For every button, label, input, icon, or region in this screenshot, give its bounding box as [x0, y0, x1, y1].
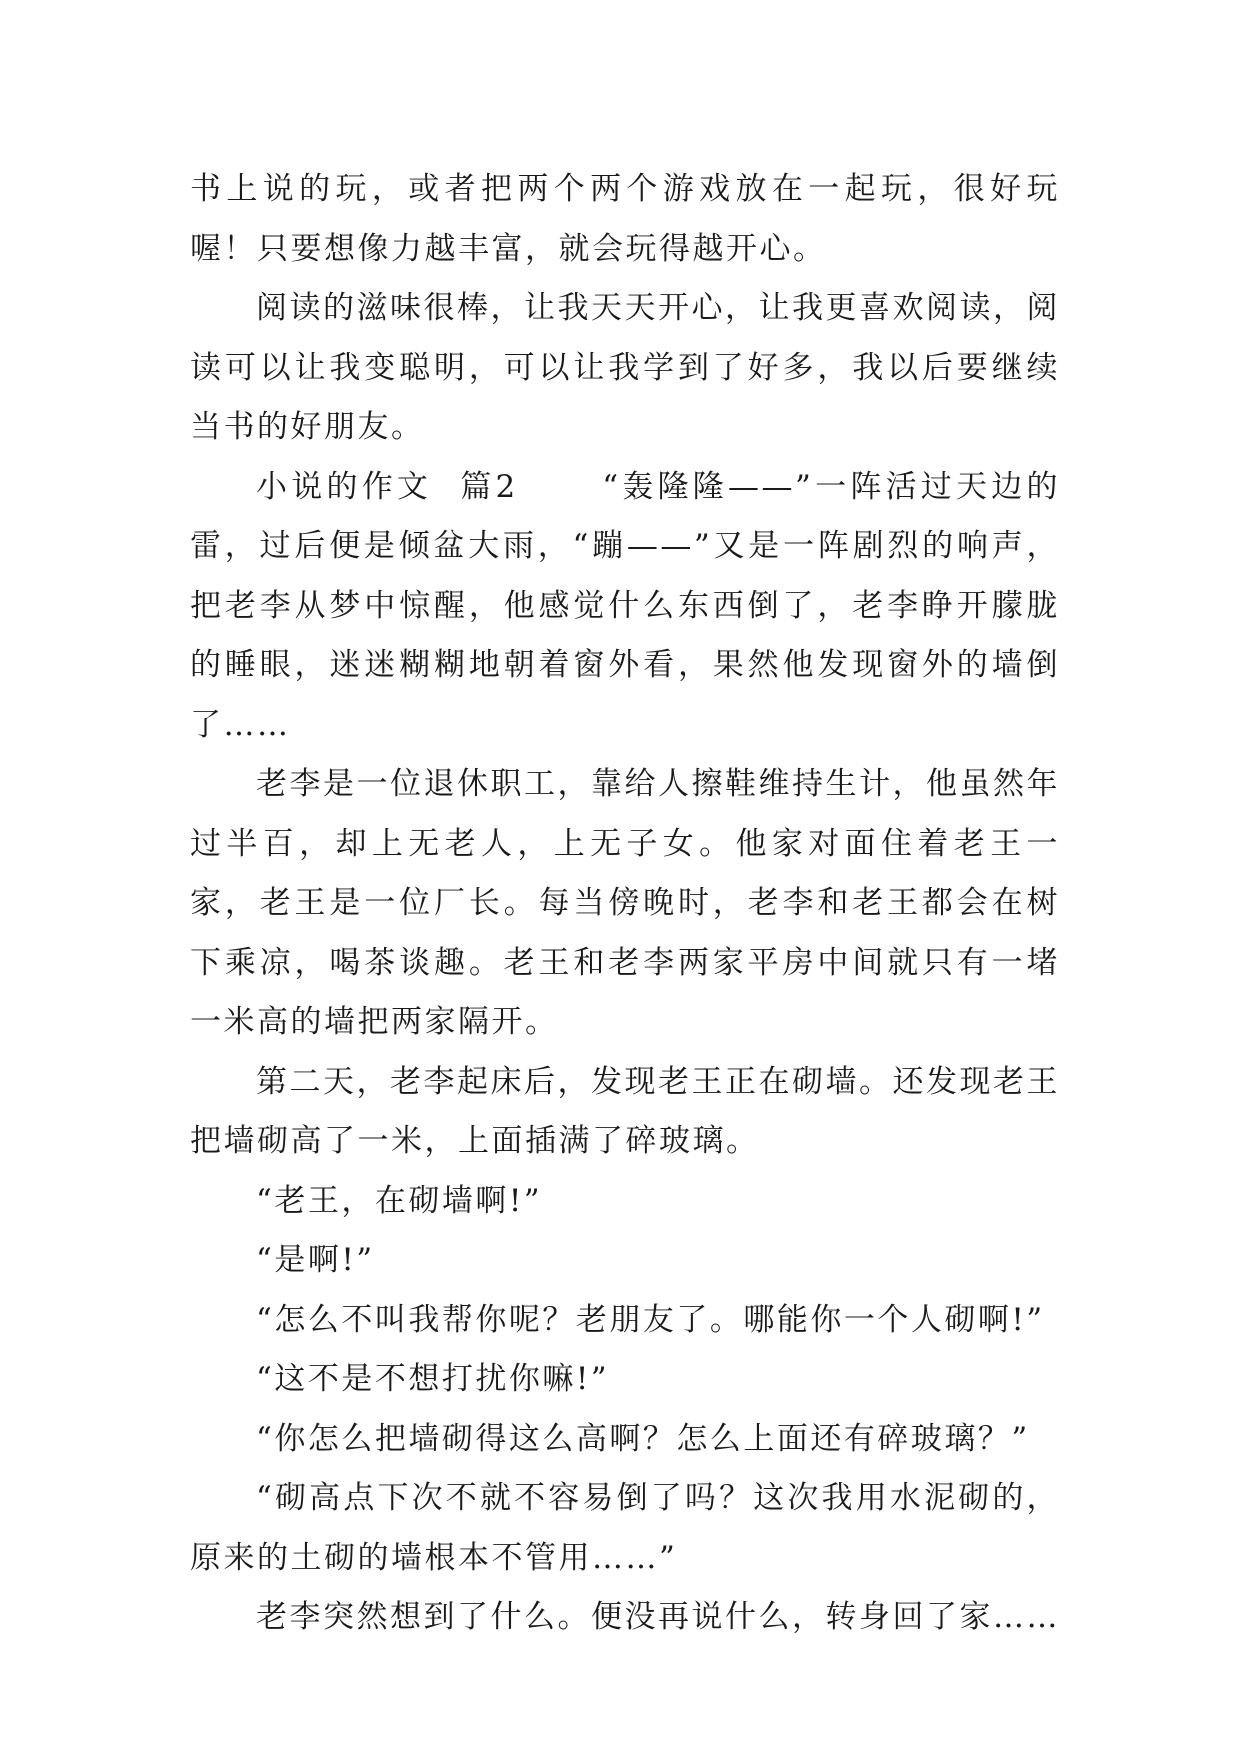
dialogue-line-2: “是啊!”	[256, 1242, 375, 1278]
paragraph-1: 书上说的玩，或者把两个两个游戏放在一起玩，很好玩喔！只要想像力越丰富，就会玩得越开心。	[190, 171, 1060, 267]
dialogue-line-3: “怎么不叫我帮你呢？老朋友了。哪能你一个人砌啊!”	[256, 1301, 1045, 1338]
paragraph-2: 阅读的滋味很棒，让我天天开心，让我更喜欢阅读，阅读可以让我变聪明，可以让我学到了好多，我以后要继续当书的好朋友。	[190, 290, 1060, 445]
document-body	[190, 160, 1060, 1648]
dialogue-line-5: “你怎么把墙砌得这么高啊？怎么上面还有碎玻璃？”	[256, 1420, 1030, 1457]
paragraph-final: 老李突然想到了什么。便没再说什么，转身回了家……	[256, 1599, 1060, 1635]
paragraph-3: 小说的作文 篇2 “轰隆隆——”一阵活过天边的雷，过后便是倾盆大雨，“蹦——”又是一阵剧烈的响声，把老李从梦中惊醒，他感觉什么东西倒了，老李睁开朦胧的睡眼，迷迷糊糊地朝着窗外看，果然他发现窗外的墙倒了……	[190, 468, 1060, 743]
dialogue-line-1: “老王，在砌墙啊!”	[256, 1182, 543, 1219]
paragraph-4: 老李是一位退休职工，靠给人擦鞋维持生计，他虽然年过半百，却上无老人，上无子女。他家对面住着老王一家，老王是一位厂长。每当傍晚时，老李和老王都会在树下乘凉，喝茶谈趣。老王和老李两家平房中间就只有一堵一米高的墙把两家隔开。	[190, 766, 1060, 1040]
paragraph-5: 第二天，老李起床后，发现老王正在砌墙。还发现老王把墙砌高了一米，上面插满了碎玻璃。	[190, 1063, 1060, 1159]
dialogue-line-4: “这不是不想打扰你嘛!”	[256, 1361, 610, 1397]
dialogue-line-6: “砌高点下次不就不容易倒了吗？这次我用水泥砌的，原来的土砌的墙根本不管用……”	[190, 1480, 1060, 1576]
